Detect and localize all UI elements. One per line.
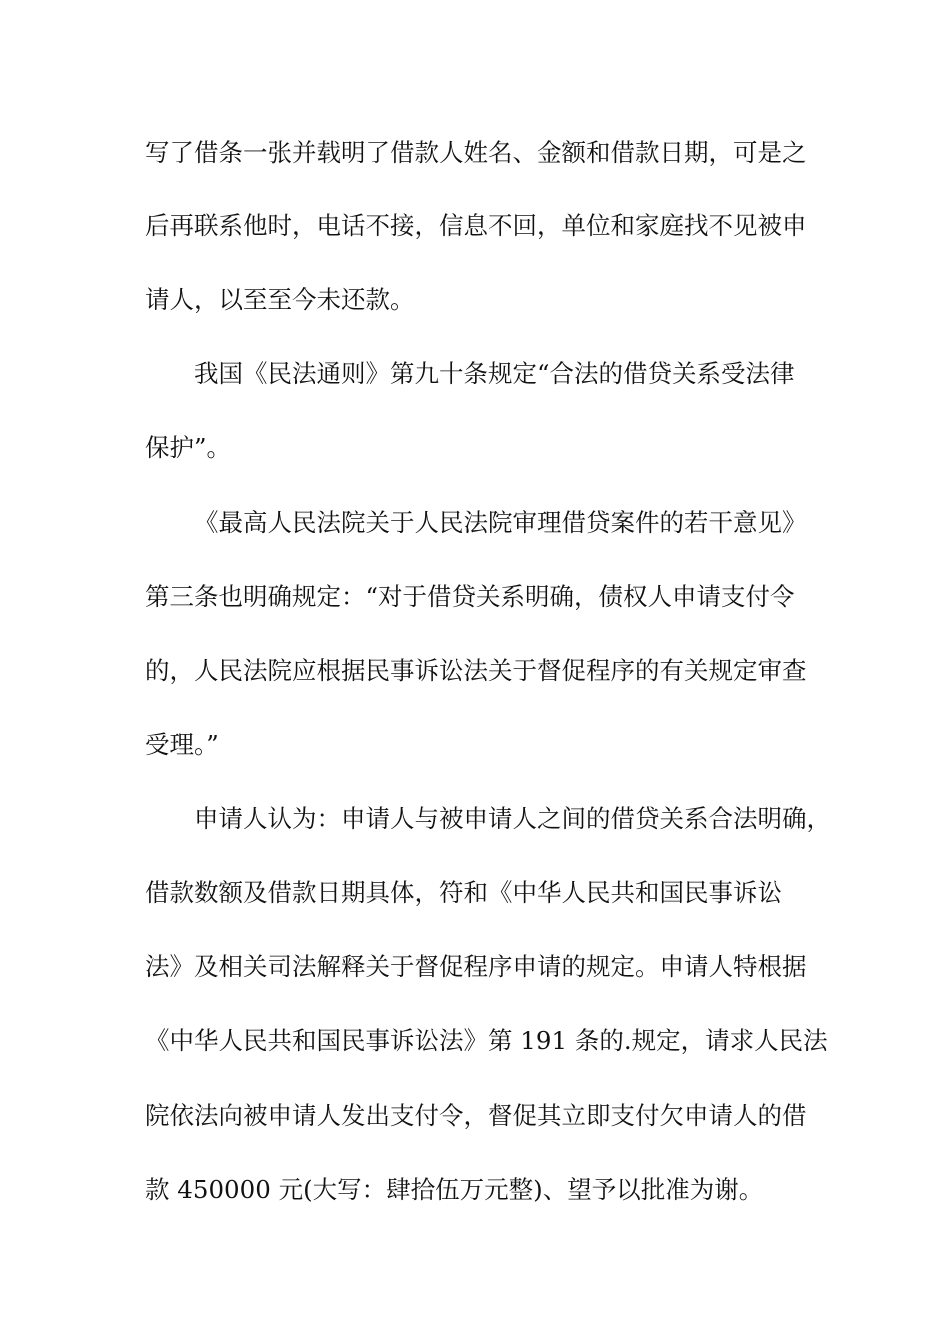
text-line-10: 申请人认为：申请人与被申请人之间的借贷关系合法明确， — [194, 804, 831, 833]
text-line-14: 院依法向被申请人发出支付令，督促其立即支付欠申请人的借 — [145, 1101, 807, 1130]
text-line-11: 借款数额及借款日期具体，符和《中华人民共和国民事诉讼 — [145, 878, 782, 907]
text-line-9: 受理。” — [145, 730, 219, 759]
text-line-2: 后再联系他时，电话不接，信息不回，单位和家庭找不见被申 — [145, 211, 807, 240]
text-line-4: 我国《民法通则》第九十条规定“合法的借贷关系受法律 — [194, 359, 795, 388]
text-line-3: 请人，以至至今未还款。 — [145, 285, 415, 314]
text-line-5: 保护”。 — [145, 433, 232, 462]
text-line-7: 第三条也明确规定：“对于借贷关系明确，债权人申请支付令 — [145, 582, 795, 611]
text-line-1: 写了借条一张并载明了借款人姓名、金额和借款日期，可是之 — [145, 138, 807, 167]
text-line-12: 法》及相关司法解释关于督促程序申请的规定。申请人特根据 — [145, 952, 807, 981]
text-line-6: 《最高人民法院关于人民法院审理借贷案件的若干意见》 — [194, 508, 807, 537]
text-line-8: 的，人民法院应根据民事诉讼法关于督促程序的有关规定审查 — [145, 656, 807, 685]
text-line-15: 款 450000 元(大写：肆拾伍万元整)、望予以批准为谢。 — [145, 1175, 764, 1204]
text-line-13: 《中华人民共和国民事诉讼法》第 191 条的.规定，请求人民法 — [145, 1026, 828, 1055]
